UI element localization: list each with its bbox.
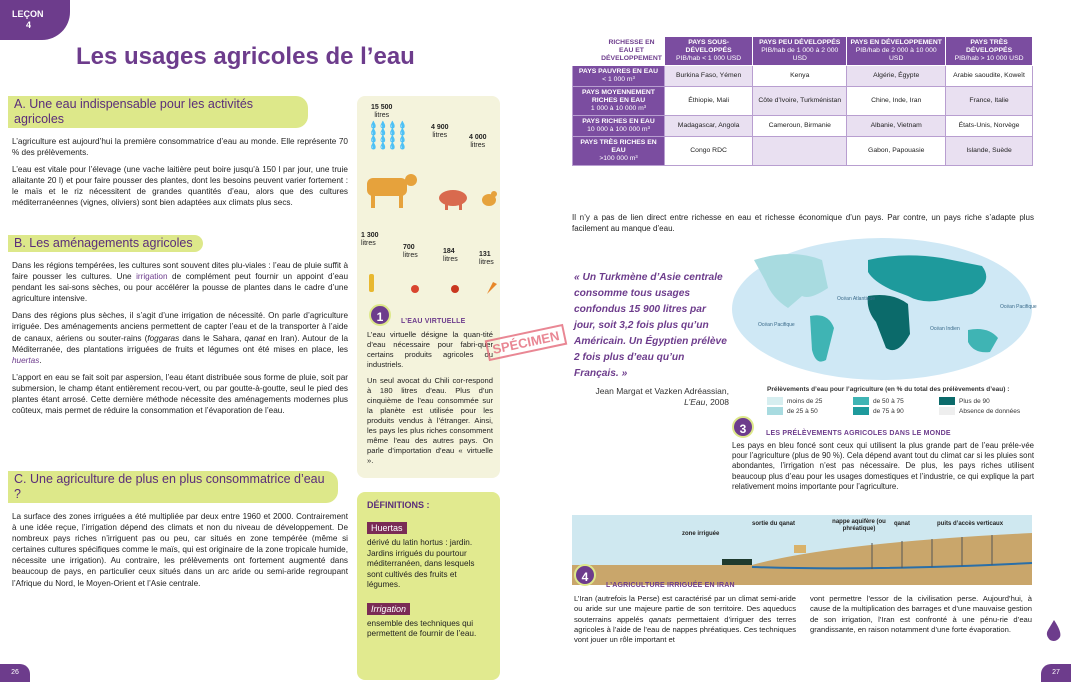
quote-author: Jean Margat et Vazken Adréassian,	[595, 386, 729, 396]
table-cell: Algérie, Égypte	[847, 66, 946, 87]
qanat-label: nappe aquifère (ou phréatique)	[832, 519, 886, 532]
section-a-p2: L’eau est vitale pour l’élevage (une vache laitière peut boire jusqu’à 150 l par jour, une truie allaitante 20 l) et pour faire pousser des plantes, dont les besoins peuvent varier fortement : le maïs et le riz nécessitent de grandes quantités d’eau, alors que des cultures méditerranéennes (vignes, oliviers) sont bien adaptées aux climats plus secs.	[12, 165, 348, 208]
row-name: PAYS TRÈS RICHES EN EAU	[580, 139, 657, 154]
row-name: PAYS MOYENNEMENT RICHES EN EAU	[582, 89, 655, 104]
map-legend-title: Prélèvements d’eau pour l’agriculture (en % du total des prélèvements d’eau) :	[767, 386, 1010, 393]
text: qanats	[648, 614, 672, 624]
row-header	[573, 116, 665, 137]
richness-table	[572, 36, 1033, 166]
col-sub: PIB/hab < 1 000 USD	[676, 55, 742, 62]
col-header-0	[665, 37, 753, 66]
map-caption-title: LES PRÉLÈVEMENTS AGRICOLES DANS LE MONDE	[766, 430, 951, 437]
section-b	[8, 234, 348, 416]
definition-term-irrigation: Irrigation	[367, 603, 410, 615]
table-cell: Burkina Faso, Yémen	[665, 66, 753, 87]
specimen-stamp: SPÉCIMEN	[485, 324, 568, 361]
table-row	[573, 116, 1033, 137]
legend-label: moins de 25	[787, 398, 823, 405]
row-sub: 1 000 à 10 000 m³	[590, 105, 647, 112]
quote-source	[574, 386, 729, 408]
section-b-p1	[12, 260, 348, 304]
quote	[574, 270, 729, 408]
table-cell: Éthiopie, Mali	[665, 87, 753, 116]
table-cell: Islande, Suède	[946, 137, 1033, 166]
value: 15 500	[371, 104, 393, 111]
col-sub: PIB/hab > 10 000 USD	[954, 55, 1024, 62]
legend-item	[767, 407, 853, 417]
table-cell: Congo RDC	[665, 137, 753, 166]
table-cell: Gabon, Papouasie	[847, 137, 946, 166]
virtual-water-p1: L’eau virtuelle désigne la quan-tité d’eau nécessaire pour fabri-quer certains produits agricoles ou industriels.	[367, 330, 493, 369]
drops-icon: 💧💧💧💧 💧💧💧💧 💧💧💧💧 💧💧💧💧	[369, 122, 408, 150]
table-cell: Kenya	[753, 66, 847, 87]
apple-icon	[451, 285, 459, 293]
legend-label: Plus de 90	[959, 398, 990, 405]
definitions-title: DÉFINITIONS :	[367, 500, 430, 510]
section-b-heading: B. Les aménagements agricoles	[8, 235, 203, 252]
section-c-p1: La surface des zones irriguées a été multipliée par deux entre 1960 et 2000. Contrairement à une idée reçue, l’irrigation dépend des climats et non du niveau de développement. De nombreux pays riches n’irriguent pas ou peu, car situés en zone tempérée (même si certaines cultures spécifiques comme le maïs, qui est originaire de la zone tropicale humide, nécessite une irrigation). Au contraire, les prélèvements ont fortement augmenté dans beaucoup de pays, en particulier ceux situés dans un arc aride ou semi-aride regroupant l’Afrique du Nord, le Moyen-Orient et l’Asie centrale.	[12, 512, 348, 588]
legend-swatch	[853, 397, 869, 405]
row-header	[573, 87, 665, 116]
row-name: PAYS RICHES EN EAU	[582, 118, 655, 125]
map-label: Océan Atlantique	[837, 296, 876, 302]
col-header-3	[946, 37, 1033, 66]
lesson-label: LEÇON	[12, 9, 44, 19]
value: 700	[403, 244, 415, 251]
legend-item	[767, 397, 853, 407]
qanat-label: sortie du qanat	[752, 521, 796, 527]
value-apple	[443, 248, 458, 264]
section-b-p3: L’apport en eau se fait soit par aspersion, l’eau étant distribuée sous forme de pluie, soit par submersion, le champ étant entièrement recou-vert, ou par goutte-à-goutte, seul le pied des plantes étant arrosé. Cette dernière méthode nécessite des aménagements modernes plus coûteux, mais permet de réduire la consommation et l’évaporation de l’eau.	[12, 372, 348, 416]
text: qanat	[244, 333, 266, 343]
table-row	[573, 87, 1033, 116]
section-c-heading: C. Une agriculture de plus en plus consommatrice d’eau ?	[8, 471, 338, 503]
table-cell	[753, 137, 847, 166]
legend-item	[853, 397, 939, 407]
crop-icons	[363, 274, 498, 298]
text: Dans les régions tempérées, les cultures sont souvent dites plu-viales : l’eau de pluie suffit à faire pousser les cultures. Une	[12, 261, 348, 282]
col-name: PAYS SOUS-DÉVELOPPÉS	[685, 39, 732, 54]
table-row	[573, 66, 1033, 87]
table-cell: Chine, Inde, Iran	[847, 87, 946, 116]
text: L’Iran (autrefois la Perse) est caractérisé par un climat semi-aride ou aride sur une majeure partie de son territoire. Des aqueducs souterrains appelés	[574, 594, 796, 624]
section-b-p2	[12, 310, 348, 365]
col-sub: PIB/hab de 1 000 à 2 000 USD	[761, 47, 839, 62]
carrot-icon	[487, 282, 497, 294]
value: 4 000	[469, 134, 487, 141]
unit: litres	[403, 252, 418, 259]
col-header-2	[847, 37, 946, 66]
quote-year: , 2008	[705, 397, 729, 407]
row-header	[573, 137, 665, 166]
table-cell: Arabie saoudite, Koweït	[946, 66, 1033, 87]
definition-term-huertas: Huertas	[367, 522, 407, 534]
row-sub: 10 000 à 100 000 m³	[587, 126, 650, 133]
map-label: Océan Pacifique	[758, 322, 795, 328]
page-title: Les usages agricoles de l’eau	[76, 43, 415, 70]
value-beef	[371, 104, 392, 120]
table-cell: Madagascar, Angola	[665, 116, 753, 137]
text: Dans des régions plus sèches, il s’agit d’une irrigation de nécessité. On parle d’agriculture irriguée. Des aménagements anciens permettent de capter l’eau et de la transporter à l’aide de canaux, aériens ou souter-rains (	[12, 311, 348, 343]
col-name: PAYS TRÈS DÉVELOPPÉS	[966, 39, 1013, 54]
maize-icon	[369, 274, 374, 292]
legend-label: Absence de données	[959, 408, 1021, 415]
legend-swatch	[939, 397, 955, 405]
unit: litres	[479, 259, 494, 266]
definition-text-irrigation: ensemble des techniques qui permettent de fournir de l’eau.	[367, 618, 477, 638]
table-cell: France, Italie	[946, 87, 1033, 116]
section-a	[8, 96, 348, 209]
legend-swatch	[853, 407, 869, 415]
page-number-right: 27	[1041, 664, 1071, 682]
unit: litres	[470, 142, 486, 149]
water-drop-icon	[1044, 618, 1064, 644]
legend-label: de 25 à 50	[787, 408, 818, 415]
map-label: Océan Indien	[930, 326, 960, 332]
world-map	[732, 238, 1037, 380]
virtual-water-p2: Un seul avocat du Chili cor-respond à 180 litres d’eau. Plus d’un cinquième de l’eau consommée sur la planète est utilisée pour les produits vendus à l’étranger. Ainsi, les pays les plus riches consomment même l’eau des autres pays. On parle d’importation d’eau « virtuelle ».	[367, 376, 493, 465]
table-corner: RICHESSE EN EAU ET DÉVELOPPEMENT	[573, 37, 665, 66]
pig-icon	[439, 190, 467, 210]
quote-text: « Un Turkmène d’Asie centrale consomme tous usages confondus 15 900 litres par jour, soit 3,2 fois plus qu’un Américain. Un Égyptien prélève 2 fois plus d’eau qu’un Français. »	[574, 272, 727, 379]
virtual-water-sidebar	[357, 96, 500, 478]
lesson-tab	[0, 0, 70, 40]
legend-label: de 50 à 75	[873, 398, 904, 405]
section-c	[8, 471, 348, 589]
page-number-left: 26	[0, 664, 30, 682]
value: 1 300	[361, 232, 379, 239]
value-pork	[431, 124, 449, 140]
value: 4 900	[431, 124, 449, 131]
col-name: PAYS PEU DÉVELOPPÉS	[759, 39, 841, 46]
figure-number-4: 4	[574, 564, 596, 586]
row-name: PAYS PAUVRES EN EAU	[578, 68, 659, 75]
table-cell: Côte d’Ivoire, Turkménistan	[753, 87, 847, 116]
table-note: Il n’y a pas de lien direct entre richesse en eau et richesse économique d’un pays. Par contre, un pays riche s’adapte plus facilement au manque d’eau.	[572, 213, 1034, 233]
livestock-icons	[363, 170, 498, 216]
unit: litres	[374, 112, 390, 119]
value-chicken	[469, 134, 487, 150]
table-row	[573, 137, 1033, 166]
row-header	[573, 66, 665, 87]
quote-book: L’Eau	[684, 397, 706, 407]
unit: litres	[443, 256, 458, 263]
qanat-diagram	[572, 515, 1032, 585]
virtual-water-title: L’EAU VIRTUELLE	[401, 318, 466, 325]
figure-number-1: 1	[369, 304, 391, 326]
unit: litres	[361, 240, 376, 247]
figure-number-3: 3	[732, 416, 754, 438]
map-legend	[767, 397, 1033, 417]
legend-item	[939, 397, 990, 407]
table-cell: États-Unis, Norvège	[946, 116, 1033, 137]
table-cell: Albanie, Vietnam	[847, 116, 946, 137]
section-a-heading: A. Une eau indispensable pour les activités agricoles	[8, 96, 308, 128]
definitions-box	[357, 492, 500, 680]
tomato-icon	[411, 285, 419, 293]
unit: litres	[432, 132, 448, 139]
value-tomato	[403, 244, 418, 260]
legend-swatch	[767, 407, 783, 415]
col-sub: PIB/hab de 2 000 à 10 000 USD	[855, 47, 937, 62]
cow-icon	[367, 174, 417, 208]
qanat-label: qanat	[894, 521, 911, 527]
value: 184	[443, 248, 455, 255]
map-caption: Les pays en bleu foncé sont ceux qui utilisent la plus grande part de l’eau préle-vée pour l’agriculture (plus de 90 %). Cela dépend avant tout du climat car si les pluies sont abondantes, l’irrigation n’est pas nécessaire. De plus, les pays riches utilisent beaucoup plus d’eau pour les usages domestiques et l’industrie, ce qui explique la part relativement moins importante pour l’agriculture.	[732, 441, 1034, 491]
col-name: PAYS EN DÉVELOPPEMENT	[850, 39, 942, 46]
chicken-icon	[482, 191, 497, 206]
qanat-caption-left	[574, 594, 796, 645]
qanat-label: zone irriguée	[682, 531, 720, 537]
legend-swatch	[767, 397, 783, 405]
keyword-huertas[interactable]: huertas	[12, 355, 40, 365]
text: en Iran). Autour de la Méditerranée, des plantations irriguées de fruits et légumes ont été mises en place, les	[12, 333, 349, 354]
text: .	[39, 355, 42, 365]
row-sub: < 1 000 m³	[602, 76, 635, 83]
keyword-irrigation[interactable]: irrigation	[136, 272, 168, 282]
legend-item	[939, 407, 1020, 417]
qanat-label: puits d’accès verticaux	[937, 521, 1004, 527]
value: 131	[479, 251, 491, 258]
value-maize	[361, 232, 379, 248]
row-sub: >100 000 m³	[599, 155, 638, 162]
legend-label: de 75 à 90	[873, 408, 904, 415]
text: permettaient d’irriguer des terres agricoles à l’aide de l’eau de nappes phréatiques. Ces techniques vont jouer un rôle important et	[574, 614, 796, 645]
qanat-caption-title: L’AGRICULTURE IRRIGUÉE EN IRAN	[606, 582, 735, 589]
qanat-caption-right: vont permettre l’essor de la civilisation perse. Aujourd’hui, à cause de la multiplication des barrages et d’une mauvaise gestion de son irrigation, l’Iran est confronté à une pénu-rie d’eau grandissante, en raison notamment d’une forte évaporation.	[810, 594, 1032, 634]
legend-item	[853, 407, 939, 417]
legend-swatch	[939, 407, 955, 415]
value-carrot	[479, 251, 494, 267]
lesson-number: 4	[26, 20, 32, 30]
table-cell: Cameroun, Birmanie	[753, 116, 847, 137]
definition-text-huertas: dérivé du latin hortus : jardin. Jardins irrigués du pourtour méditerranéen, dans lesquels sont cultivés des fruits et légumes.	[367, 538, 475, 589]
text: foggaras	[147, 333, 180, 343]
section-a-p1: L’agriculture est aujourd’hui la première consommatrice d’eau au monde. Elle représente 70 % des prélèvements.	[12, 137, 348, 158]
map-label: Océan Pacifique	[1000, 304, 1037, 310]
text: dans le Sahara,	[179, 333, 245, 343]
col-header-1	[753, 37, 847, 66]
text: de complément peut fournir un appoint d’eau pendant les sai-sons sèches, ou pour accélérer la pousse de plantes dans le cadre d’une agriculture intensive.	[12, 272, 348, 304]
